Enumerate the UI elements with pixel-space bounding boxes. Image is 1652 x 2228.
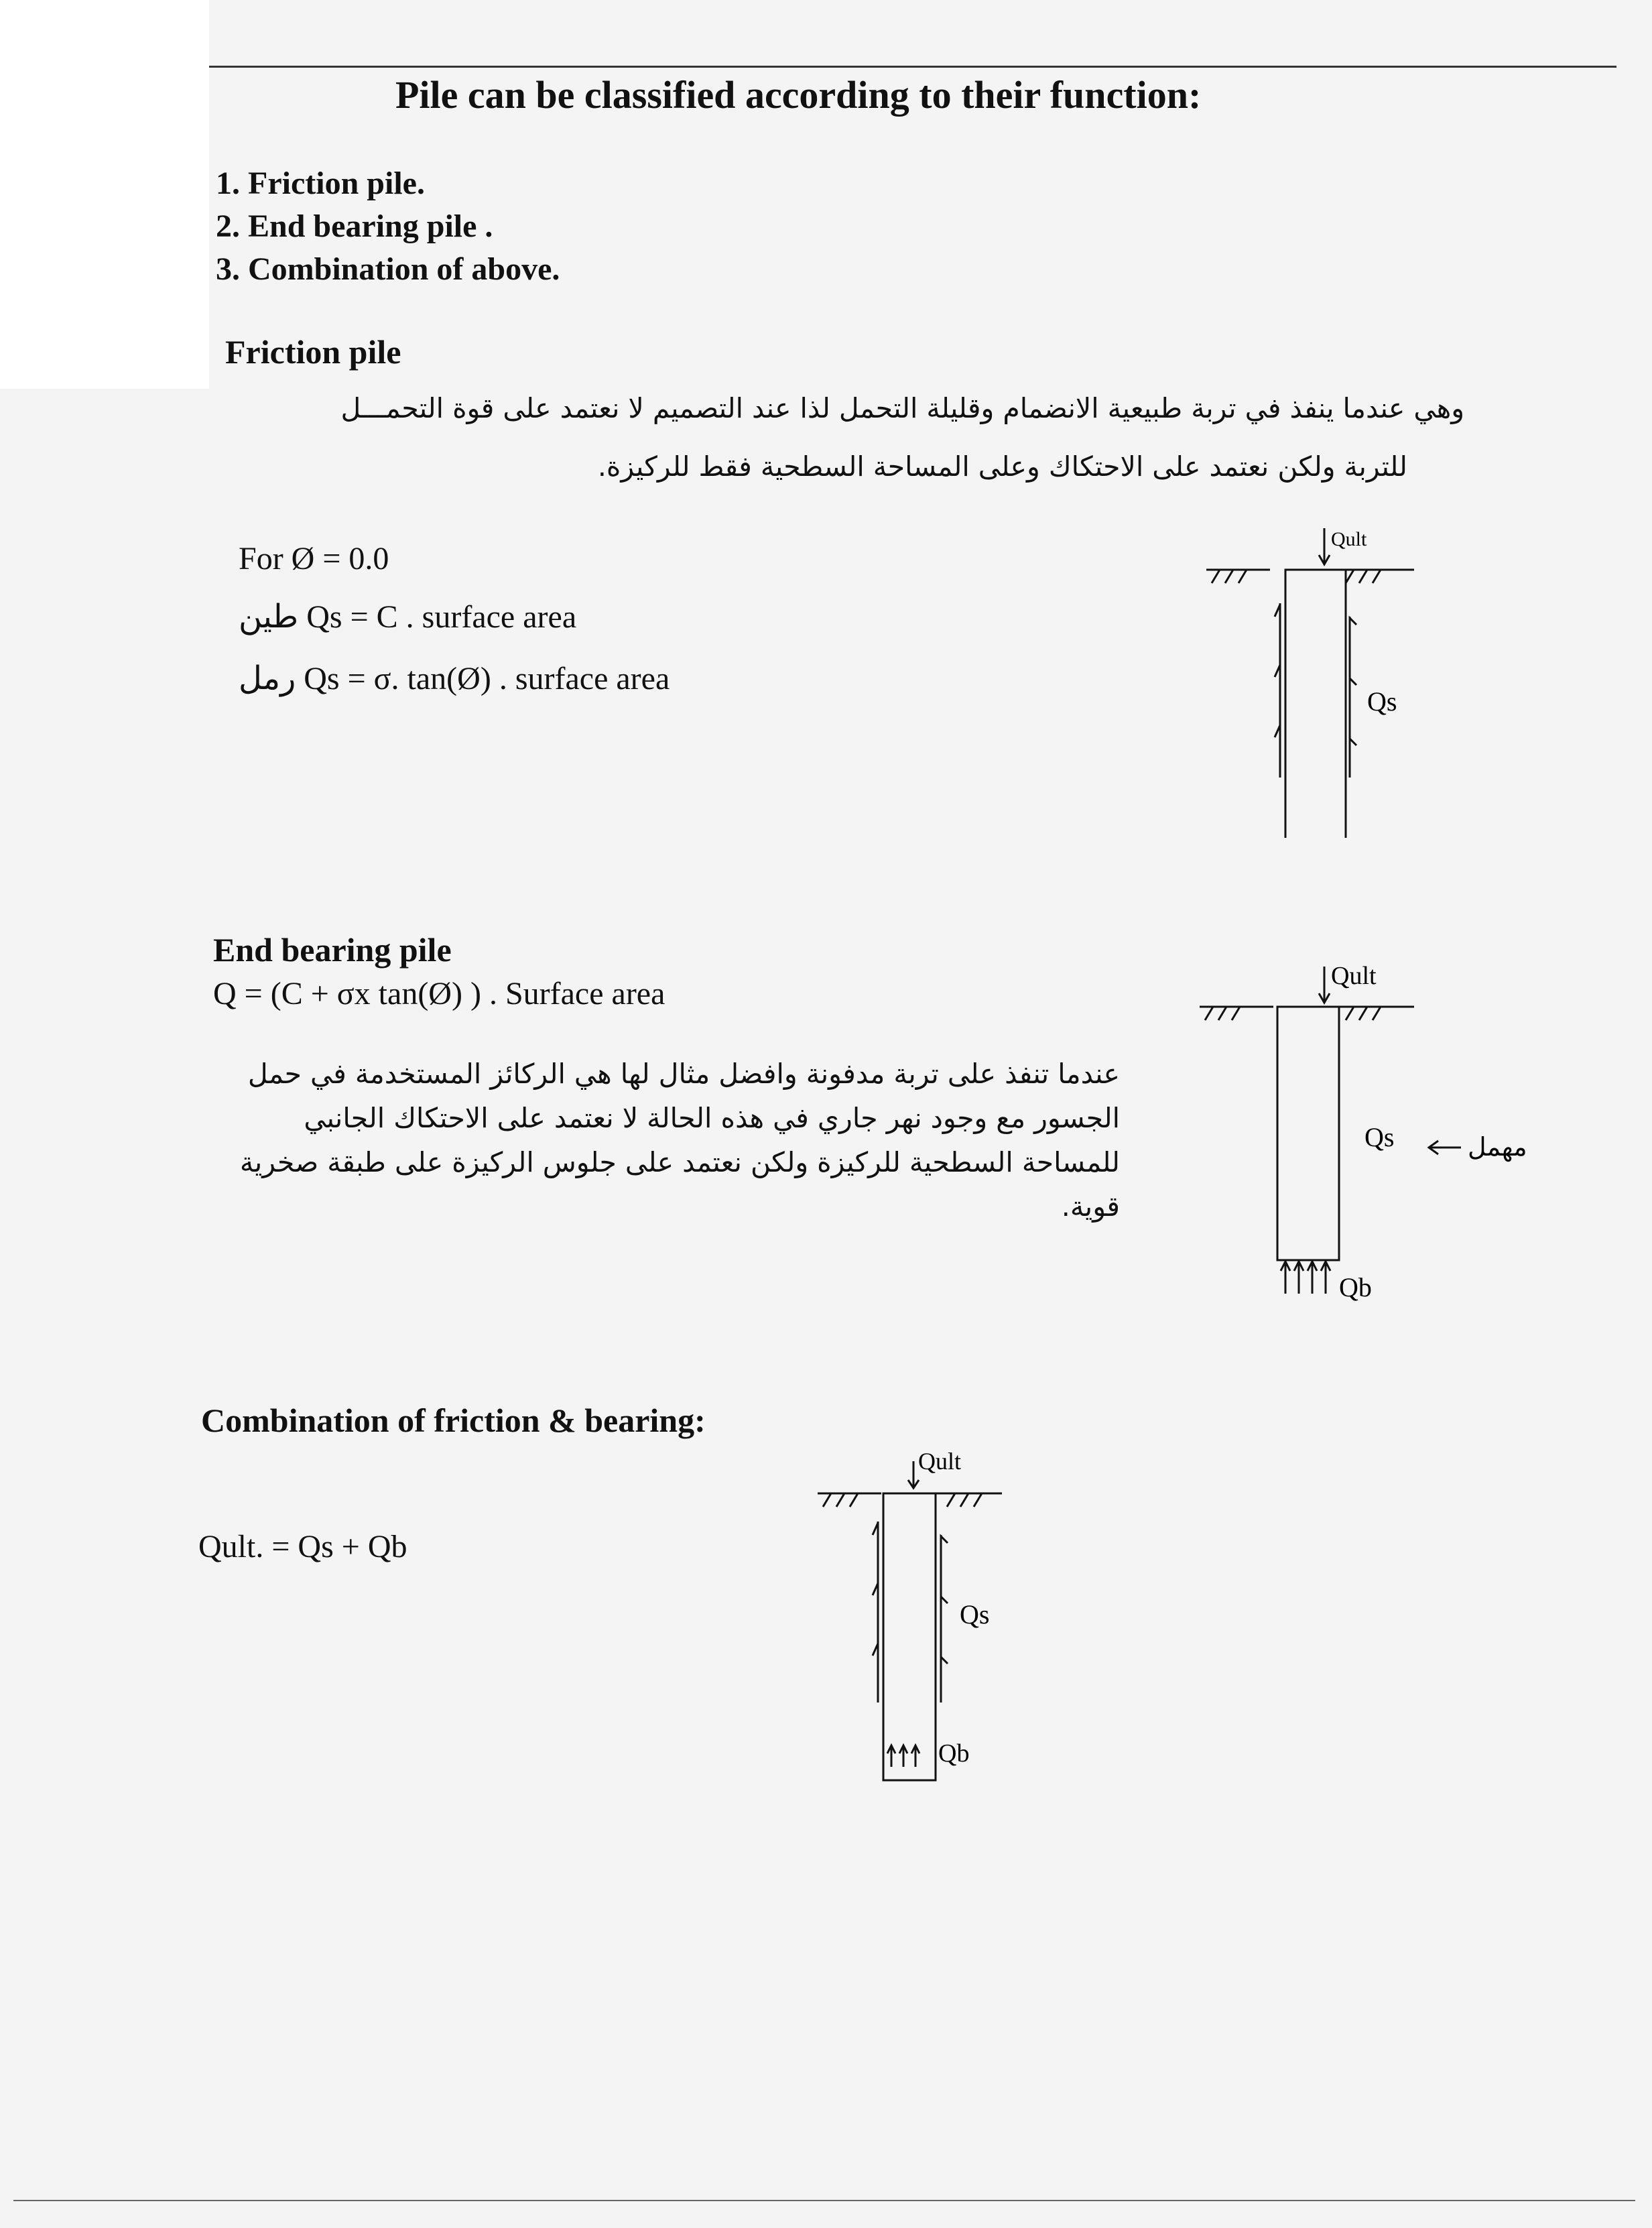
list-item: 1. Friction pile. [216, 166, 425, 201]
end-bearing-neglected-note: مهمل [1468, 1133, 1527, 1162]
header-rule [209, 66, 1616, 68]
friction-formula-phi: For Ø = 0.0 [239, 541, 389, 576]
friction-pile-diagram [1206, 523, 1434, 838]
friction-arabic-line-2: للتربة ولكن نعتمد على الاحتكاك وعلى المساحة السطحية فقط للركيزة. [597, 450, 1407, 483]
combination-qs-label: Qs [960, 1599, 990, 1629]
end-bearing-pile-diagram [1193, 952, 1555, 1320]
list-item: 2. End bearing pile . [216, 208, 493, 244]
combination-qult-label: Qult [918, 1448, 962, 1475]
end-bearing-arabic-line-1: عندما تنفذ على تربة مدفونة وافضل مثال لها هي الركائز المستخدمة في حمل [247, 1058, 1120, 1090]
friction-heading: Friction pile [225, 333, 401, 371]
end-bearing-qult-label: Qult [1331, 962, 1377, 990]
end-bearing-qb-label: Qb [1339, 1272, 1372, 1302]
end-bearing-heading: End bearing pile [213, 931, 452, 969]
pile-shaft [1277, 1007, 1339, 1260]
scan-blank-corner [0, 0, 209, 389]
end-bearing-qs-label: Qs [1364, 1122, 1395, 1152]
page-title: Pile can be classified according to their function: [395, 73, 1202, 117]
combination-heading: Combination of friction & bearing: [201, 1402, 706, 1439]
end-bearing-arabic-line-3: للمساحة السطحية للركيزة ولكن نعتمد على جلوس الركيزة على طبقة صخرية [239, 1146, 1120, 1178]
end-bearing-arabic-line-4: قوية. [1061, 1190, 1120, 1223]
friction-qult-label: Qult [1331, 528, 1367, 550]
friction-formula-clay: طين Qs = C . surface area [239, 599, 577, 635]
pile-shaft [1285, 570, 1346, 838]
end-bearing-formula: Q = (C + σx tan(Ø) ) . Surface area [213, 976, 665, 1011]
combination-formula: Qult. = Qs + Qb [198, 1529, 407, 1564]
friction-qs-label: Qs [1367, 686, 1397, 717]
friction-arabic-line-1: وهي عندما ينفذ في تربة طبيعية الانضمام وقليلة التحمل لذا عند التصميم لا نعتمد على قوة التحمـــل [340, 392, 1464, 424]
combination-pile-diagram [811, 1448, 1039, 1783]
list-item: 3. Combination of above. [216, 251, 560, 287]
combination-qb-label: Qb [938, 1739, 970, 1768]
footer-rule [13, 2200, 1635, 2201]
pile-types-list [216, 162, 560, 291]
friction-formula-sand: رمل Qs = σ. tan(Ø) . surface area [239, 661, 670, 696]
pile-shaft [883, 1493, 936, 1780]
end-bearing-arabic-line-2: الجسور مع وجود نهر جاري في هذه الحالة لا نعتمد على الاحتكاك الجانبي [304, 1102, 1120, 1134]
